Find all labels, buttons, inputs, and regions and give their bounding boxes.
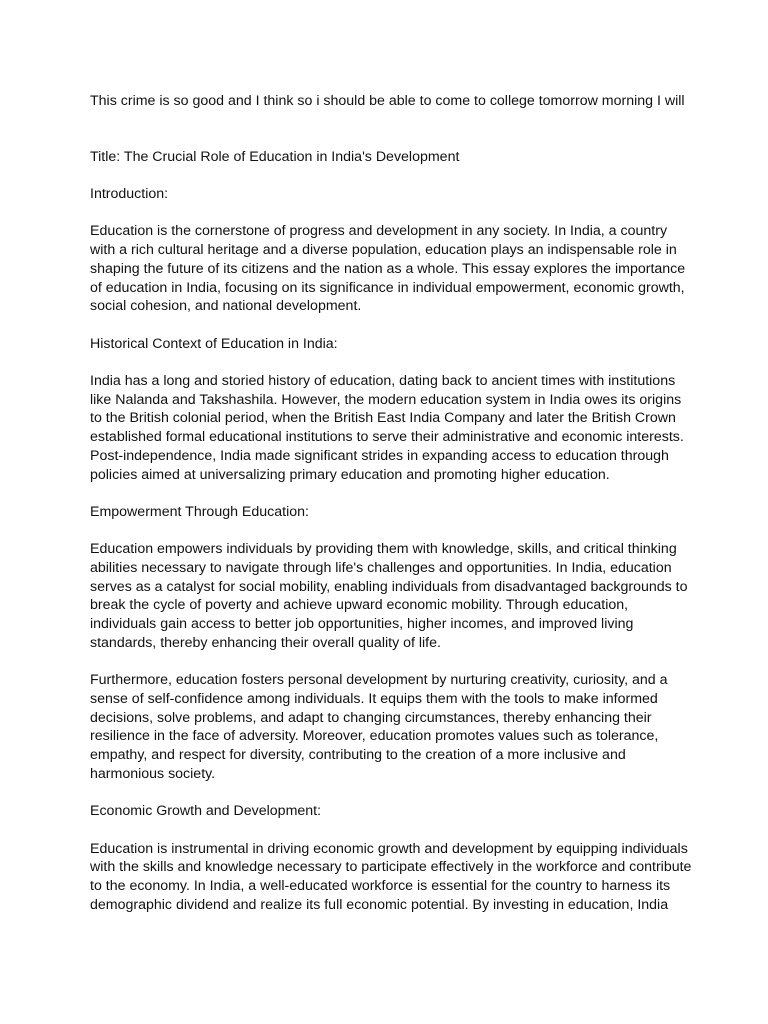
document-body — [90, 92, 690, 933]
paragraph-line: policies aimed at universalizing primary education and promoting higher education. — [90, 466, 610, 483]
paragraph-line: individuals gain access to better job opportunities, higher incomes, and improved living — [90, 616, 634, 633]
paragraph-line: demographic dividend and realize its full economic potential. By investing in education, India — [90, 896, 669, 913]
paragraph-line: Education is instrumental in driving economic growth and development by equipping individuals — [90, 840, 688, 857]
paragraph-line: India has a long and storied history of education, dating back to ancient times with institutions — [90, 373, 676, 390]
paragraph-line: to the economy. In India, a well-educated workforce is essential for the country to harness its — [90, 877, 671, 894]
paragraph-line: established formal educational institutions to serve their administrative and economic interests. — [90, 429, 684, 446]
paragraph-line: like Nalanda and Takshashila. However, the modern education system in India owes its origins — [90, 391, 682, 408]
paragraph-line: serves as a catalyst for social mobility, enabling individuals from disadvantaged backgrounds to — [90, 578, 688, 595]
historical-heading: Historical Context of Education in India: — [90, 335, 338, 352]
empowerment-paragraph-1 — [90, 540, 690, 652]
empowerment-paragraph-2 — [90, 671, 690, 783]
paragraph-line: Education is the cornerstone of progress and development in any society. In India, a country — [90, 223, 668, 240]
paragraph-line: of education in India, focusing on its significance in individual empowerment, economic growth, — [90, 279, 685, 296]
historical-paragraph — [90, 372, 690, 484]
empowerment-heading: Empowerment Through Education: — [90, 503, 309, 520]
paragraph-line: shaping the future of its citizens and the nation as a whole. This essay explores the importance — [90, 260, 686, 277]
opening-note: This crime is so good and I think so i should be able to come to college tomorrow morning I will — [90, 93, 685, 109]
paragraph-line: harmonious society. — [90, 765, 216, 782]
paragraph-line: empathy, and respect for diversity, contributing to the creation of a more inclusive and — [90, 747, 626, 764]
introduction-paragraph — [90, 222, 690, 316]
paragraph-line: to the British colonial period, when the British East India Company and later the British Crown — [90, 410, 676, 427]
paragraph-line: abilities necessary to navigate through life's challenges and opportunities. In India, education — [90, 560, 672, 577]
paragraph-line: sense of self-confidence among individuals. It equips them with the tools to make informed — [90, 690, 658, 707]
paragraph-line: with the skills and knowledge necessary to participate effectively in the workforce and contribute — [90, 859, 692, 876]
economic-paragraph — [90, 840, 690, 915]
paragraph-line: standards, thereby enhancing their overall quality of life. — [90, 634, 441, 651]
introduction-heading: Introduction: — [90, 186, 169, 203]
paragraph-line: Education empowers individuals by providing them with knowledge, skills, and critical thinking — [90, 541, 677, 558]
paragraph-line: decisions, solve problems, and adapt to changing circumstances, thereby enhancing their — [90, 709, 652, 726]
paragraph-line: resilience in the face of adversity. Moreover, education promotes values such as tolerance, — [90, 728, 659, 745]
paragraph-line: break the cycle of poverty and achieve upward economic mobility. Through education, — [90, 597, 629, 614]
paragraph-line: social cohesion, and national development. — [90, 298, 362, 315]
paragraph-line: Post-independence, India made significant strides in expanding access to education through — [90, 447, 669, 464]
essay-title: Title: The Crucial Role of Education in India's Development — [90, 148, 460, 165]
economic-heading: Economic Growth and Development: — [90, 803, 322, 820]
paragraph-line: Furthermore, education fosters personal development by nurturing creativity, curiosity, and a — [90, 672, 668, 689]
paragraph-line: with a rich cultural heritage and a diverse population, education plays an indispensable role in — [90, 242, 677, 259]
